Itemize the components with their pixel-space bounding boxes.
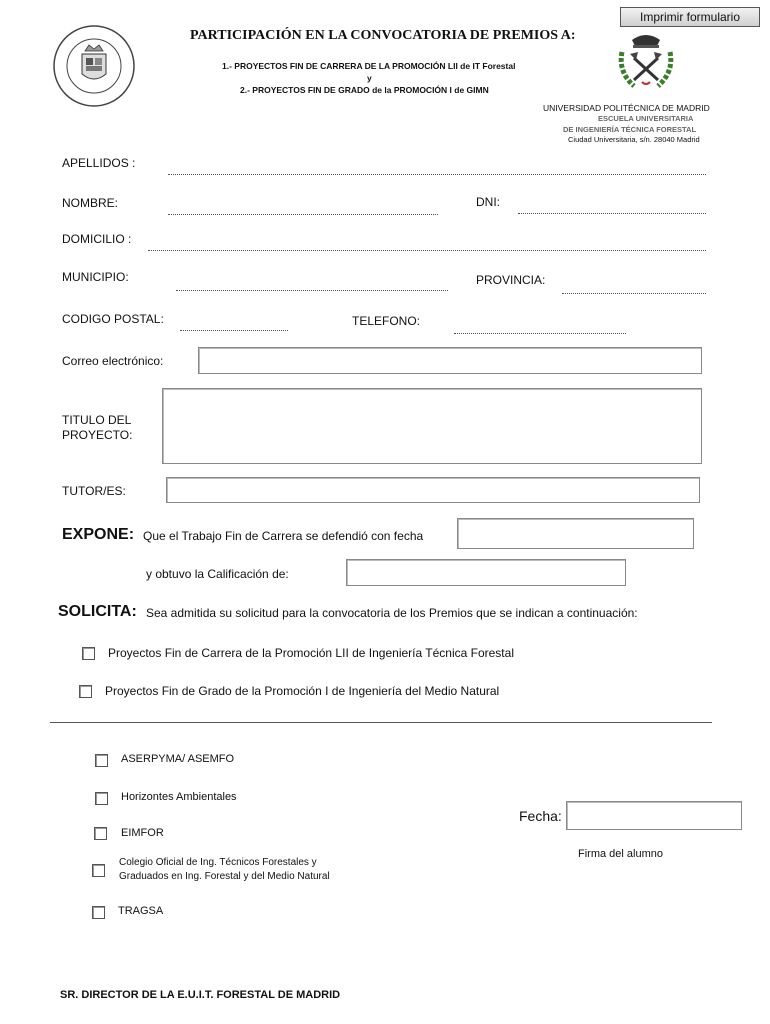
domicilio-field[interactable] [148, 250, 706, 251]
premio-label-eimfor: EIMFOR [121, 827, 164, 839]
fecha-label: Fecha: [519, 808, 562, 824]
provincia-field[interactable] [562, 293, 706, 294]
dni-label: DNI: [476, 195, 500, 209]
telefono-label: TELEFONO: [352, 314, 421, 328]
university-seal-logo [52, 24, 136, 108]
apellidos-label: APELLIDOS : [62, 156, 136, 170]
firma-label: Firma del alumno [578, 848, 663, 860]
correo-input[interactable] [198, 347, 702, 374]
solicita-text: Sea admitida su solicitud para la convocatoria de los Premios que se indican a continuación: [146, 606, 638, 620]
premio-checkbox-eimfor[interactable] [94, 827, 107, 840]
fecha-defensa-input[interactable] [457, 518, 694, 549]
print-form-button[interactable]: Imprimir formulario [620, 7, 760, 27]
section-divider [50, 722, 712, 723]
provincia-label: PROVINCIA: [476, 273, 546, 287]
expone-text-2: y obtuvo la Calificación de: [146, 567, 289, 581]
municipio-label: MUNICIPIO: [62, 270, 129, 284]
subtitle-line-2: y [367, 73, 372, 83]
premio-checkbox-aserpyma[interactable] [95, 754, 108, 767]
codigo-postal-field[interactable] [180, 330, 288, 331]
correo-label: Correo electrónico: [62, 354, 164, 368]
expone-heading: EXPONE: [62, 526, 135, 543]
nombre-label: NOMBRE: [62, 196, 119, 210]
titulo-label-line-1: TITULO DEL [62, 413, 132, 427]
tutor-input[interactable] [166, 477, 700, 503]
premio-checkbox-colegio[interactable] [92, 864, 105, 877]
address-line-4: Ciudad Universitaria, s/n. 28040 Madrid [568, 135, 700, 144]
subtitle-line-1: 1.- PROYECTOS FIN DE CARRERA DE LA PROMOCIÓN LII de IT Forestal [222, 61, 516, 71]
tutor-label: TUTOR/ES: [62, 484, 126, 498]
premio-label-colegio-line-1: Colegio Oficial de Ing. Técnicos Forestales y [119, 857, 317, 868]
address-line-1: UNIVERSIDAD POLITÉCNICA DE MADRID [543, 103, 710, 113]
option-label-pfc: Proyectos Fin de Carrera de la Promoción LII de Ingeniería Técnica Forestal [108, 646, 514, 660]
address-line-2: ESCUELA UNIVERSITARIA [598, 114, 694, 123]
option-checkbox-pfc[interactable] [82, 647, 95, 660]
telefono-field[interactable] [454, 333, 626, 334]
form-title: PARTICIPACIÓN EN LA CONVOCATORIA DE PREMIOS A: [190, 28, 576, 43]
premio-label-aserpyma: ASERPYMA/ ASEMFO [121, 753, 235, 765]
footer-addressee: SR. DIRECTOR DE LA E.U.I.T. FORESTAL DE MADRID [60, 989, 341, 1001]
option-checkbox-pfg[interactable] [79, 685, 92, 698]
premio-label-horizontes: Horizontes Ambientales [121, 791, 237, 803]
codigo-postal-label: CODIGO POSTAL: [62, 312, 164, 326]
domicilio-label: DOMICILIO : [62, 232, 132, 246]
premio-label-colegio-line-2: Graduados en Ing. Forestal y del Medio Natural [119, 871, 330, 882]
apellidos-field[interactable] [168, 174, 706, 175]
calificacion-input[interactable] [346, 559, 626, 586]
dni-field[interactable] [518, 213, 706, 214]
premio-label-tragsa: TRAGSA [118, 905, 164, 917]
fecha-input[interactable] [566, 801, 742, 830]
premio-checkbox-horizontes[interactable] [95, 792, 108, 805]
solicita-heading: SOLICITA: [58, 603, 137, 620]
forestry-school-emblem-logo [614, 30, 678, 92]
premio-checkbox-tragsa[interactable] [92, 906, 105, 919]
subtitle-line-3: 2.- PROYECTOS FIN DE GRADO de la PROMOCIÓN I de GIMN [240, 85, 489, 95]
municipio-field[interactable] [176, 290, 448, 291]
option-label-pfg: Proyectos Fin de Grado de la Promoción I de Ingeniería del Medio Natural [105, 684, 500, 698]
address-line-3: DE INGENIERÍA TÉCNICA FORESTAL [563, 125, 697, 134]
titulo-textarea[interactable] [162, 388, 702, 464]
nombre-field[interactable] [168, 214, 438, 215]
expone-text-1: Que el Trabajo Fin de Carrera se defendió con fecha [143, 529, 424, 543]
titulo-label-line-2: PROYECTO: [62, 428, 133, 442]
